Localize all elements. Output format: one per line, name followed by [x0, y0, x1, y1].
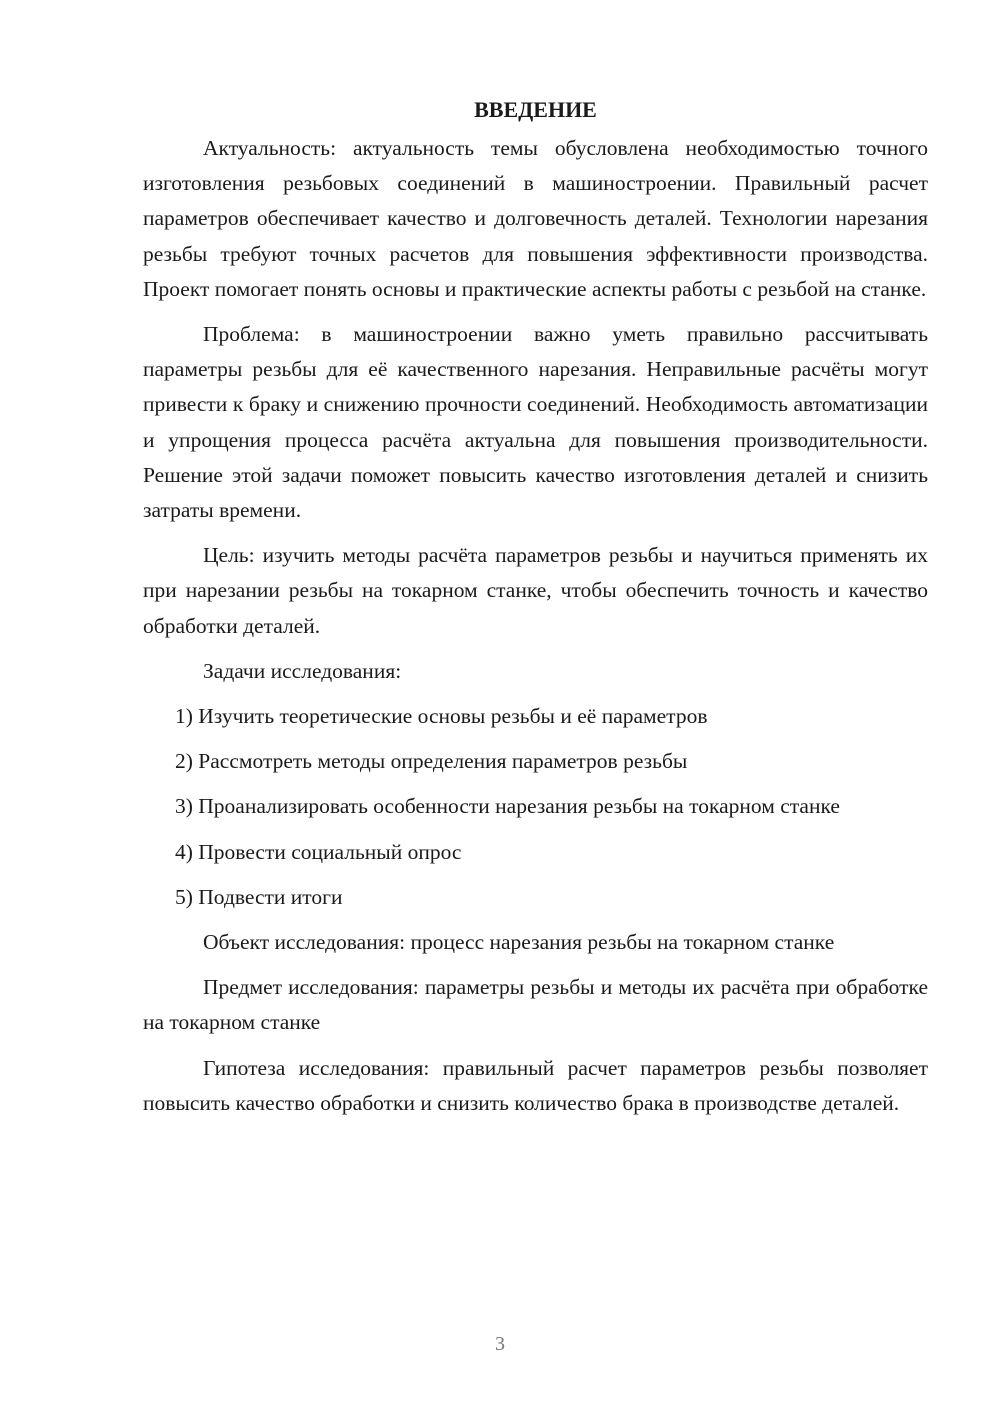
- problem-paragraph: Проблема: в машиностроении важно уметь правильно рассчитывать параметры резьбы для её качественного нарезания. Неправильные расчёты могут привести к браку и снижению прочности соединений. Необходимость автоматизации и упрощения процесса расчёта актуальна для повышения производительности. Решение этой задачи поможет повысить качество изготовления деталей и снизить затраты времени.: [143, 322, 928, 523]
- hypothesis-paragraph: Гипотеза исследования: правильный расчет параметров резьбы позволяет повысить качество обработки и снизить количество брака в производстве деталей.: [143, 1055, 928, 1115]
- task-item-3: 3) Проанализировать особенности нарезания резьбы на токарном станке: [175, 794, 840, 819]
- document-page: [143, 92, 928, 1131]
- page-title: ВВЕДЕНИЕ: [474, 97, 597, 122]
- task-item-4: 4) Провести социальный опрос: [175, 839, 462, 864]
- object-paragraph: Объект исследования: процесс нарезания резьбы на токарном станке: [203, 930, 835, 955]
- task-item-1: 1) Изучить теоретические основы резьбы и её параметров: [175, 704, 708, 729]
- task-item-2: 2) Рассмотреть методы определения параметров резьбы: [175, 749, 688, 774]
- page-number: 3: [495, 1333, 505, 1355]
- relevance-paragraph: Актуальность: актуальность темы обусловлена необходимостью точного изготовления резьбовых соединений в машиностроении. Правильный расчет параметров обеспечивает качество и долговечность деталей. Технологии нарезания резьбы требуют точных расчетов для повышения эффективности производства. Проект помогает понять основы и практические аспекты работы с резьбой на станке.: [143, 136, 928, 301]
- tasks-heading: Задачи исследования:: [203, 658, 402, 683]
- subject-paragraph: Предмет исследования: параметры резьбы и методы их расчёта при обработке на токарном станке: [143, 975, 928, 1035]
- task-item-5: 5) Подвести итоги: [175, 884, 343, 909]
- goal-paragraph: Цель: изучить методы расчёта параметров резьбы и научиться применять их при нарезании резьбы на токарном станке, чтобы обеспечить точность и качество обработки деталей.: [143, 543, 928, 638]
